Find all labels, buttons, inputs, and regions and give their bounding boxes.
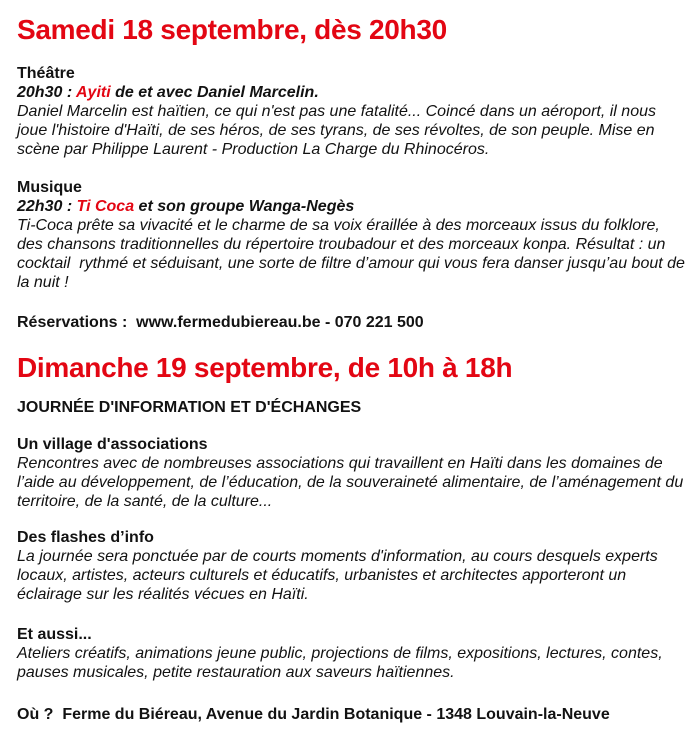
musique-time: 22h30 :	[17, 198, 77, 215]
sunday-subtitle: JOURNÉE D'INFORMATION ET D'ÉCHANGES	[17, 399, 362, 416]
saturday-heading: Samedi 18 septembre, dès 20h30	[17, 14, 447, 45]
theatre-label: Théâtre	[17, 65, 75, 82]
village-description: Rencontres avec de nombreuses associations qui travaillent en Haïti dans les domaines de l’aide au développement, de l’éducation, de la souveraineté alimentaire, de l’aménagement du territoire, de la santé, de la culture...	[17, 455, 688, 510]
flashes-description: La journée sera ponctuée par de courts moments d'information, au cours desquels experts locaux, artistes, acteurs culturels et éducatifs, urbanistes et architectes apporteront un éclairage sur les réalités vécues en Haïti.	[17, 548, 663, 603]
musique-section	[17, 178, 690, 292]
musique-description: Ti-Coca prête sa vivacité et le charme de sa voix éraillée à des morceaux issus du folklore, des chansons traditionnelles du répertoire troubadour et des morceaux konpa. Résultat : un cocktail rythmé et séduisant, une sorte de filtre d’amour qui vous fera danser jusqu’au bout de la nuit !	[17, 217, 690, 291]
theatre-title: Ayiti	[76, 84, 111, 101]
theatre-section	[17, 64, 685, 159]
reservations-label: Réservations :	[17, 314, 132, 331]
where-label: Où ?	[17, 706, 58, 723]
etaussi-label: Et aussi...	[17, 626, 92, 643]
etaussi-section	[17, 625, 685, 682]
flashes-label: Des flashes d’info	[17, 529, 154, 546]
reservations-line	[17, 313, 685, 332]
village-label: Un village d'associations	[17, 436, 208, 453]
musique-event-line	[17, 197, 685, 216]
musique-title-suffix: et son groupe Wanga-Negès	[134, 198, 355, 215]
musique-title: Ti Coca	[76, 198, 135, 215]
village-section	[17, 435, 688, 511]
reservations-value: www.fermedubiereau.be - 070 221 500	[131, 314, 424, 331]
where-line	[17, 705, 685, 724]
theatre-title-suffix: de et avec Daniel Marcelin.	[110, 84, 319, 101]
theatre-description: Daniel Marcelin est haïtien, ce qui n'est pas une fatalité... Coincé dans un aéroport, il nous joue l'histoire d'Haïti, de ses héros, de ses tyrans, de ses révoltes, de son peuple. Mise en scène par Philippe Laurent - Production La Charge du Rhinocéros.	[17, 103, 661, 158]
flashes-section	[17, 528, 685, 604]
musique-label: Musique	[17, 179, 82, 196]
theatre-time: 20h30 :	[17, 84, 76, 101]
sunday-heading: Dimanche 19 septembre, de 10h à 18h	[17, 352, 513, 383]
where-value: Ferme du Biéreau, Avenue du Jardin Botanique - 1348 Louvain-la-Neuve	[57, 706, 610, 723]
theatre-event-line	[17, 83, 685, 102]
etaussi-description: Ateliers créatifs, animations jeune public, projections de films, expositions, lectures, contes, pauses musicales, petite restauration aux saveurs haïtiennes.	[17, 645, 668, 681]
